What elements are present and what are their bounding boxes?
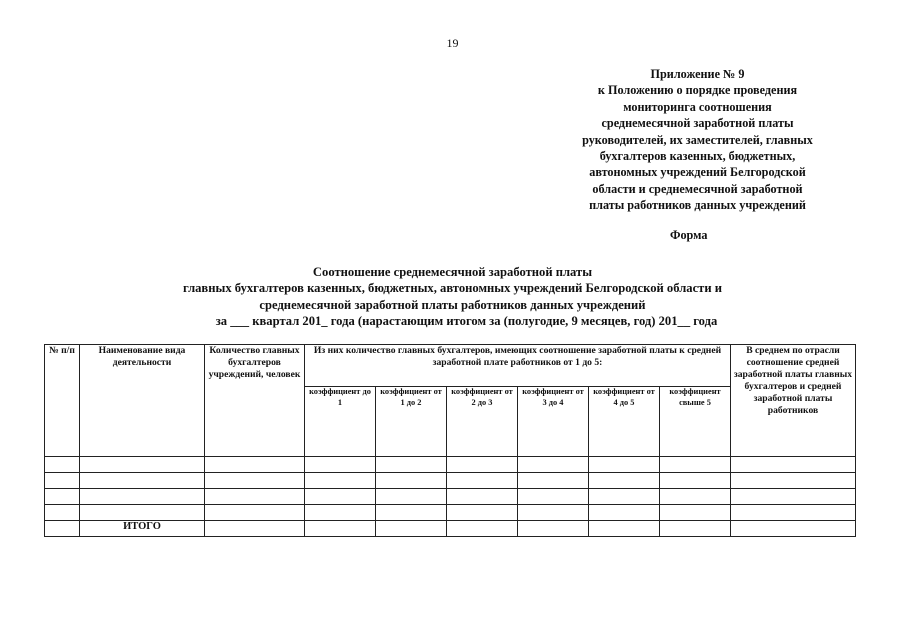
header-coef-1-2: коэффициент от 1 до 2	[376, 387, 447, 457]
table-cell	[45, 473, 80, 489]
table-cell	[80, 457, 205, 473]
table-cell	[305, 457, 376, 473]
table-cell	[731, 473, 856, 489]
table-cell	[518, 521, 589, 537]
table-cell	[589, 473, 660, 489]
table-cell	[589, 489, 660, 505]
table-cell	[660, 457, 731, 473]
table-cell	[305, 505, 376, 521]
table-cell	[376, 473, 447, 489]
table-cell	[205, 505, 305, 521]
document-title	[0, 264, 905, 330]
appendix-line: платы работников данных учреждений	[589, 198, 806, 213]
table-cell	[45, 521, 80, 537]
table-cell	[518, 473, 589, 489]
table-cell	[447, 489, 518, 505]
appendix-line: к Положению о порядке проведения	[597, 83, 798, 98]
table-cell	[731, 505, 856, 521]
page-number: 19	[446, 36, 459, 50]
table-row	[45, 457, 856, 473]
table-cell	[731, 521, 856, 537]
table-cell	[80, 505, 205, 521]
table-cell	[660, 505, 731, 521]
total-row	[45, 521, 856, 537]
appendix-block	[560, 66, 835, 214]
header-average: В среднем по отрасли соотношение средней заработной платы главных бухгалтеров и средней заработной платы работников	[731, 345, 856, 457]
header-coef-3-4: коэффициент от 3 до 4	[518, 387, 589, 457]
table-cell	[731, 489, 856, 505]
table-cell	[45, 489, 80, 505]
table-row	[45, 505, 856, 521]
header-number: № п/п	[45, 345, 80, 457]
table-cell	[305, 489, 376, 505]
table-cell	[447, 505, 518, 521]
header-coef-below-1: коэффициент до 1	[305, 387, 376, 457]
header-coef-4-5: коэффициент от 4 до 5	[589, 387, 660, 457]
table-cell	[376, 489, 447, 505]
table-cell	[376, 505, 447, 521]
title-line: Соотношение среднемесячной заработной платы	[312, 265, 593, 279]
table-cell	[447, 521, 518, 537]
table-cell	[518, 457, 589, 473]
appendix-line: руководителей, их заместителей, главных	[582, 132, 813, 147]
table-cell	[376, 457, 447, 473]
total-label: ИТОГО	[80, 521, 205, 537]
table-cell	[305, 473, 376, 489]
title-period-line: за ___ квартал 201_ года (нарастающим итогом за (полугодие, 9 месяцев, год) 201__ года	[215, 314, 718, 329]
table-cell	[205, 521, 305, 537]
table-cell	[305, 521, 376, 537]
form-label: Форма	[670, 228, 708, 242]
header-coef-above-5: коэффициент свыше 5	[660, 387, 731, 457]
table-cell	[80, 473, 205, 489]
table-cell	[205, 457, 305, 473]
table-cell	[45, 505, 80, 521]
table-cell	[660, 473, 731, 489]
header-activity: Наименование вида деятельности	[80, 345, 205, 457]
table-row	[45, 473, 856, 489]
table-cell	[589, 521, 660, 537]
appendix-line: автономных учреждений Белгородской	[589, 165, 806, 180]
title-line: главных бухгалтеров казенных, бюджетных, автономных учреждений Белгородской области и	[182, 281, 723, 296]
table-cell	[731, 457, 856, 473]
table-cell	[447, 473, 518, 489]
table-cell	[205, 489, 305, 505]
table-cell	[660, 521, 731, 537]
form-table	[44, 344, 856, 537]
table-cell	[447, 457, 518, 473]
header-count: Количество главных бухгалтеров учреждений, человек	[205, 345, 305, 457]
header-ratio-group: Из них количество главных бухгалтеров, имеющих соотношение заработной платы к средней заработной плате работников от 1 до 5:	[305, 345, 731, 387]
table-cell	[518, 489, 589, 505]
table-cell	[660, 489, 731, 505]
header-coef-2-3: коэффициент от 2 до 3	[447, 387, 518, 457]
table-cell	[376, 521, 447, 537]
appendix-line: бухгалтеров казенных, бюджетных,	[599, 149, 796, 164]
appendix-line: Приложение № 9	[650, 67, 745, 81]
table-cell	[589, 457, 660, 473]
table-cell	[589, 505, 660, 521]
appendix-line: мониторинга соотношения	[623, 99, 772, 114]
table-cell	[205, 473, 305, 489]
table-cell	[45, 457, 80, 473]
table-cell	[80, 489, 205, 505]
table-row	[45, 489, 856, 505]
appendix-line: среднемесячной заработной платы	[601, 116, 794, 131]
title-line: среднемесячной заработной платы работников данных учреждений	[259, 297, 646, 312]
appendix-line: области и среднемесячной заработной	[592, 181, 803, 196]
table-cell	[518, 505, 589, 521]
